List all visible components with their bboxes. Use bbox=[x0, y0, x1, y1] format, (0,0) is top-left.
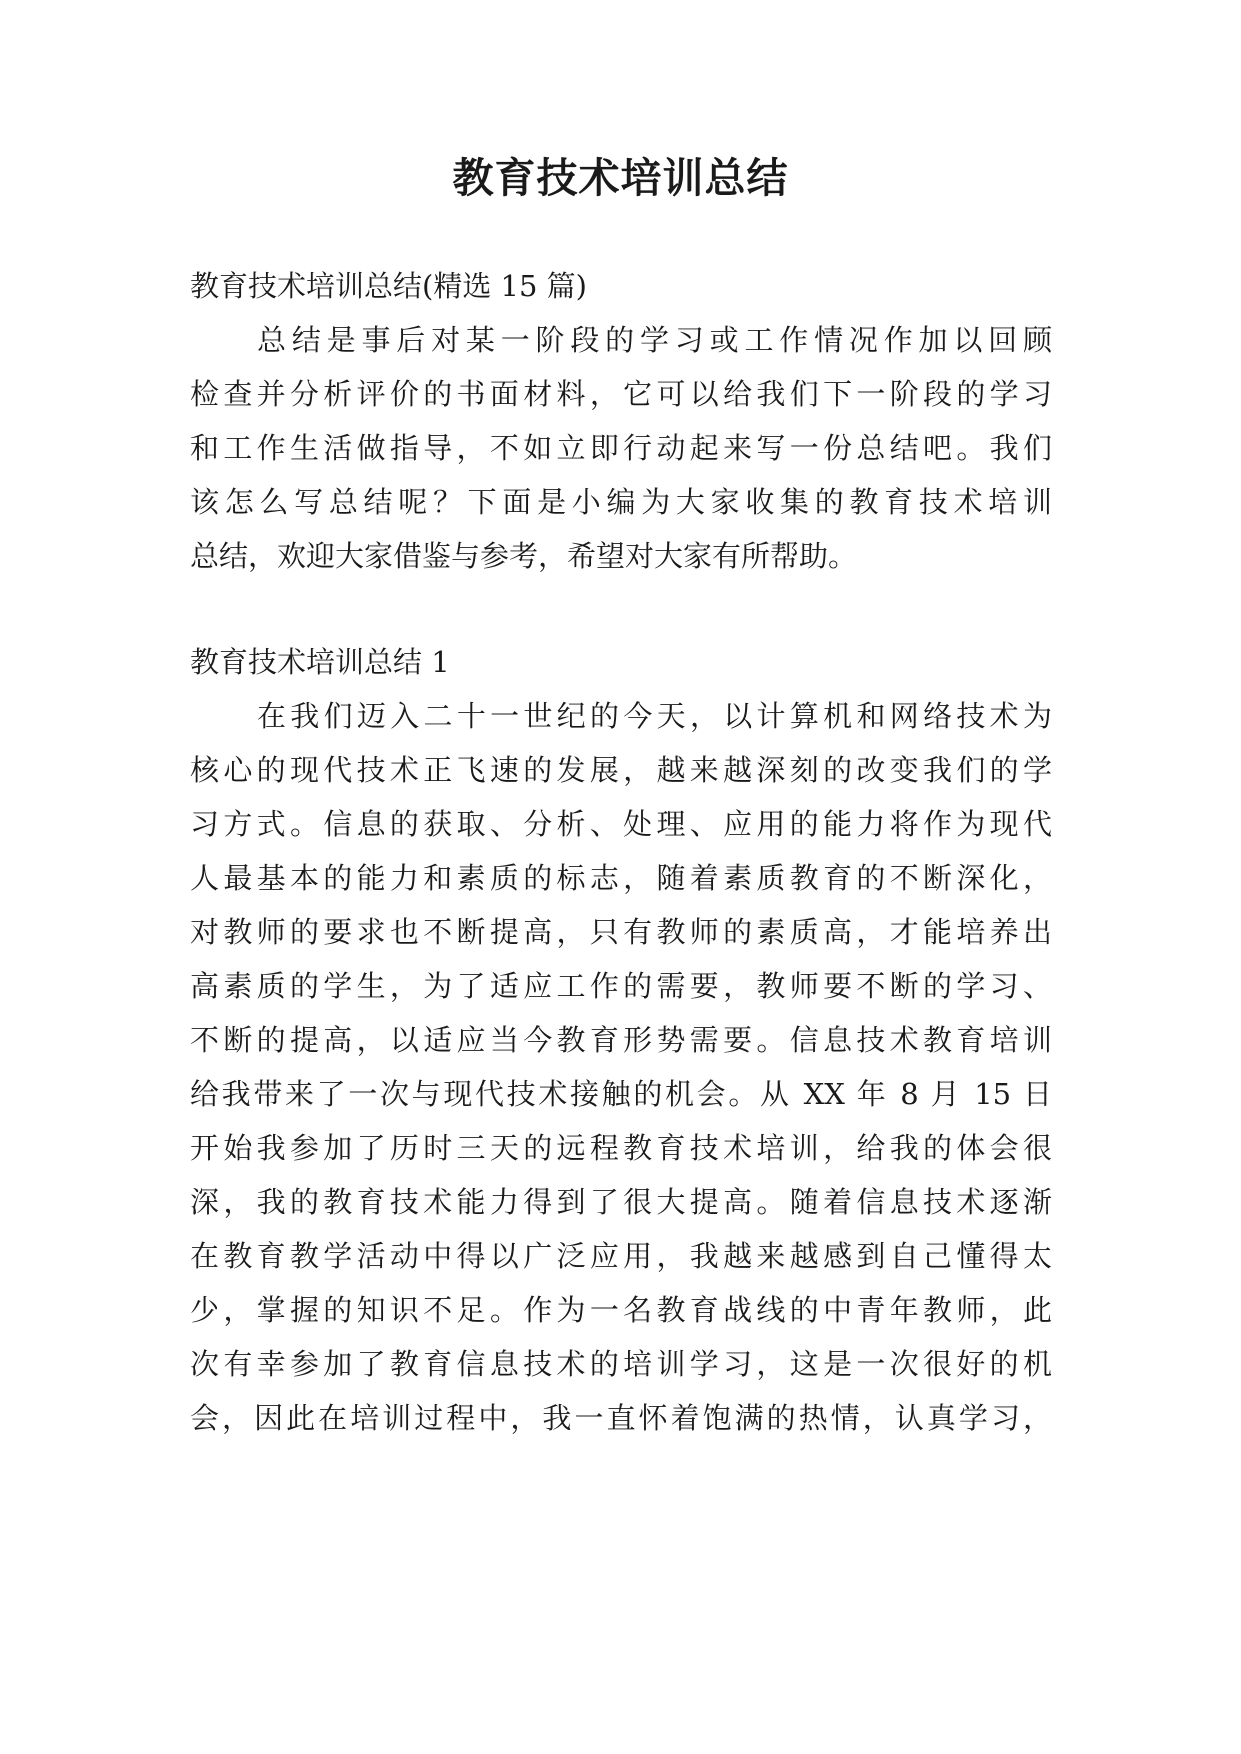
intro-line: 和工作生活做指导，不如立即行动起来写一份总结吧。我们 bbox=[190, 431, 1052, 465]
section-line: 高素质的学生，为了适应工作的需要，教师要不断的学习、 bbox=[190, 969, 1052, 1003]
section-line: 次有幸参加了教育信息技术的培训学习，这是一次很好的机 bbox=[190, 1347, 1052, 1381]
document-subtitle: 教育技术培训总结(精选 15 篇) bbox=[190, 269, 587, 303]
section-line: 在我们迈入二十一世纪的今天，以计算机和网络技术为 bbox=[257, 699, 1052, 733]
section-heading: 教育技术培训总结 1 bbox=[190, 645, 450, 679]
section-line: 不断的提高，以适应当今教育形势需要。信息技术教育培训 bbox=[190, 1023, 1052, 1057]
intro-line: 总结是事后对某一阶段的学习或工作情况作加以回顾 bbox=[257, 323, 1052, 357]
section-line: 在教育教学活动中得以广泛应用，我越来越感到自己懂得太 bbox=[190, 1239, 1052, 1273]
intro-line: 总结，欢迎大家借鉴与参考，希望对大家有所帮助。 bbox=[190, 539, 858, 573]
section-line: 会，因此在培训过程中，我一直怀着饱满的热情，认真学习， bbox=[190, 1401, 1052, 1435]
section-line: 习方式。信息的获取、分析、处理、应用的能力将作为现代 bbox=[190, 807, 1052, 841]
intro-line: 该怎么写总结呢？下面是小编为大家收集的教育技术培训 bbox=[190, 485, 1052, 519]
section-line: 开始我参加了历时三天的远程教育技术培训，给我的体会很 bbox=[190, 1131, 1052, 1165]
section-line: 少，掌握的知识不足。作为一名教育战线的中青年教师，此 bbox=[190, 1293, 1052, 1327]
section-line: 人最基本的能力和素质的标志，随着素质教育的不断深化， bbox=[190, 861, 1052, 895]
intro-line: 检查并分析评价的书面材料，它可以给我们下一阶段的学习 bbox=[190, 377, 1052, 411]
section-line: 深，我的教育技术能力得到了很大提高。随着信息技术逐渐 bbox=[190, 1185, 1052, 1219]
document-title: 教育技术培训总结 bbox=[452, 154, 789, 202]
section-line: 对教师的要求也不断提高，只有教师的素质高，才能培养出 bbox=[190, 915, 1052, 949]
section-line: 核心的现代技术正飞速的发展，越来越深刻的改变我们的学 bbox=[190, 753, 1052, 787]
section-line: 给我带来了一次与现代技术接触的机会。从 XX 年 8 月 15 日 bbox=[190, 1077, 1052, 1111]
